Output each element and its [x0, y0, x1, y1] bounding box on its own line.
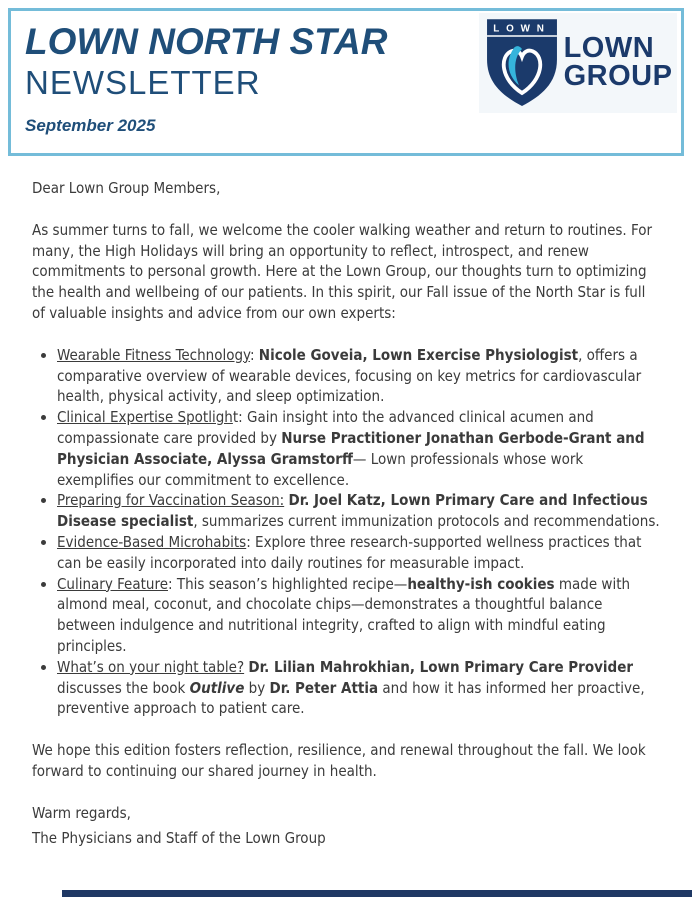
text-run: Dr. Lilian Mahrokhian, Lown Primary Care Provider	[248, 657, 634, 676]
text-run: Culinary Feature	[57, 574, 168, 593]
text-run: Wearable Fitness Technology	[57, 345, 250, 364]
signature: The Physicians and Staff of the Lown Group	[32, 828, 326, 847]
text-run: t: Gain insight into the advanced clinical acumen and compassionate care provided by	[57, 408, 594, 447]
text-run: : This season’s highlighted recipe—	[168, 574, 408, 593]
text-run: Clinical Expertise Spotligh	[57, 408, 233, 427]
text-run: Dr. Joel Katz, Lown Primary Care and Infectious Disease specialist	[57, 491, 648, 531]
text-run: Dr. Peter Attia	[269, 678, 379, 697]
lown-group-logo	[479, 13, 677, 113]
text-run: , offers a comparative overview of wearable devices, focusing on key metrics for cardiovascular health, physical activity, and sleep optimization.	[57, 345, 642, 406]
list-item	[57, 532, 660, 574]
text-run: :	[249, 345, 259, 364]
text-run: healthy-ish cookies	[407, 574, 555, 593]
masthead-inner	[11, 11, 681, 153]
logo-wordmark-line2: GROUP	[563, 60, 673, 92]
text-run: Nicole Goveia, Lown Exercise Physiologist	[258, 345, 579, 364]
text-run: Outlive	[189, 678, 245, 697]
text-run: , summarizes current immunization protocols and recommendations.	[193, 512, 660, 531]
list-item	[57, 574, 660, 657]
text-run: discusses the book	[57, 678, 190, 697]
salutation: Dear Lown Group Members,	[32, 179, 221, 197]
list-item	[57, 657, 660, 719]
list-item	[57, 345, 660, 407]
highlights-list	[32, 345, 660, 719]
text-run: by	[244, 678, 270, 697]
shield-lown-text: LOWN	[492, 23, 551, 35]
text-run: — Lown professionals whose work exemplifies our commitment to excellence.	[57, 449, 584, 489]
text-run: Evidence-Based Microhabits	[57, 532, 247, 551]
list-item	[57, 490, 660, 532]
text-run: Preparing for Vaccination Season:	[57, 491, 285, 510]
lown-shield-icon	[484, 17, 560, 109]
newsletter-subtitle: NEWSLETTER	[25, 64, 261, 102]
newsletter-title: LOWN NORTH STAR	[25, 21, 388, 62]
issue-date: September 2025	[25, 116, 156, 136]
text-run: What’s on your night table?	[57, 657, 245, 676]
logo-wordmark	[563, 32, 673, 92]
logo-wordmark-line1: LOWN	[563, 32, 655, 65]
masthead	[8, 8, 684, 156]
text-run: made with almond meal, coconut, and chocolate chips—demonstrates a thoughtful balance between indulgence and nutritional integrity, crafted to align with mindful eating principles.	[57, 574, 631, 655]
closing-paragraph: We hope this edition fosters reflection, resilience, and renewal throughout the fall. We look forward to continuing our shared journey in health.	[32, 741, 646, 780]
text-run: : Explore three research-supported wellness practices that can be easily incorporated into daily routines for measurable impact.	[57, 532, 642, 572]
list-item	[57, 407, 660, 490]
intro-paragraph: As summer turns to fall, we welcome the cooler walking weather and return to routines. For many, the High Holidays will bring an opportunity to reflect, introspect, and renew commitments to personal growth. Here at the Lown Group, our thoughts turn to optimizing the health and wellbeing of our patients. In this spirit, our Fall issue of the North Star is full of valuable insights and advice from our own experts:	[32, 220, 653, 322]
next-section-top-border	[62, 890, 692, 897]
text-run: Nurse Practitioner Jonathan Gerbode-Grant and Physician Associate, Alyssa Gramstorff	[57, 428, 645, 468]
signoff: Warm regards,	[32, 803, 131, 822]
letter-body	[32, 178, 660, 869]
text-run: and how it has informed her proactive, preventive approach to patient care.	[57, 678, 645, 718]
